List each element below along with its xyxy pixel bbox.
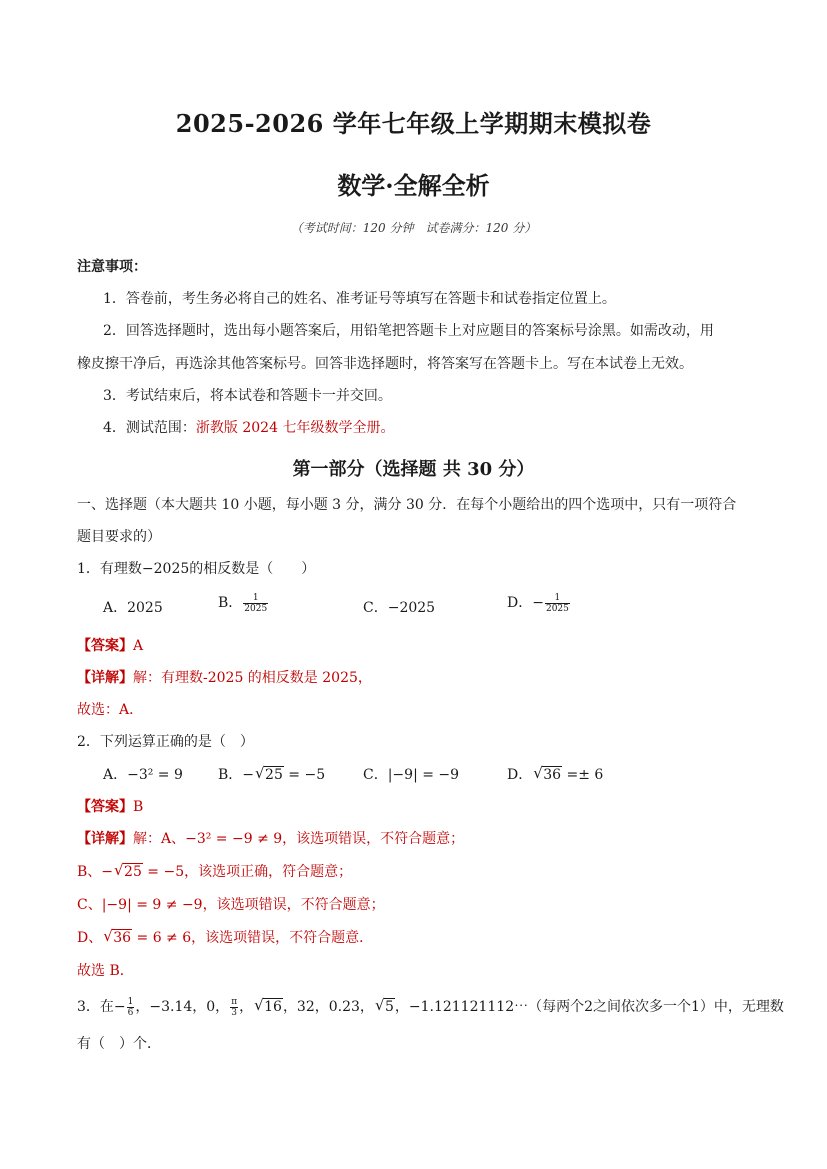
q3-stem-mid-2: ， [239, 999, 254, 1015]
q1-answer-value: A [133, 638, 144, 654]
notice-title: 注意事项： [77, 259, 147, 275]
q1-option-b-numerator: 1 [243, 593, 268, 604]
q3-fraction-2-denominator: 3 [231, 1007, 238, 1018]
q2-option-d-radicand: 36 [543, 767, 562, 783]
q1-option-b-fraction [243, 593, 268, 614]
q2-option-b [218, 764, 325, 784]
q3-sqrt-2-radicand: 5 [384, 999, 394, 1015]
q3-fraction-1 [127, 997, 135, 1018]
q1-option-b-label: B． [218, 595, 243, 611]
q2-detail-b-radicand: 25 [124, 864, 142, 880]
q2-option-b-sqrt [255, 767, 284, 783]
q3-sqrt-1 [254, 999, 283, 1015]
q3-sqrt-1-radicand: 16 [264, 999, 282, 1015]
q3-fraction-1-denominator: 6 [127, 1007, 134, 1018]
q1-answer-tag: 【答案】 [77, 638, 133, 654]
page-title: 2025-2026 学年七年级上学期期末模拟卷 [175, 109, 652, 138]
q1-option-a: A．2025 [103, 600, 163, 616]
notice-item-2-cont: 橡皮擦干净后，再选涂其他答案标号。回答非选择题时，将答案写在答题卡上。写在本试卷上无效。 [77, 356, 693, 372]
q2-answer-tag: 【答案】 [77, 799, 133, 815]
q1-option-d-numerator: 1 [545, 593, 570, 604]
q2-detail-d-post: = 6 ≠ 6，该选项错误，不符合题意． [132, 930, 374, 946]
q1-option-b-denominator: 2025 [244, 603, 268, 614]
q3-fraction-2 [230, 997, 238, 1018]
q1-detail-tag: 【详解】 [77, 670, 133, 686]
q2-conclusion: 故选 B． [77, 963, 134, 979]
q2-option-b-radicand: 25 [265, 767, 283, 783]
q3-stem-line2: 有（ ）个． [77, 1036, 161, 1052]
q1-detail [77, 667, 372, 687]
q2-detail-b [77, 861, 352, 881]
q3-fraction-2-numerator: π [231, 996, 238, 1007]
q2-detail-a [77, 828, 464, 848]
q2-option-b-label: B．− [218, 767, 255, 783]
q2-option-d [507, 764, 603, 784]
q2-detail-d-pre: D、 [77, 930, 103, 946]
q2-detail-d-sqrt [103, 930, 132, 946]
q3-stem [77, 996, 784, 1018]
q2-option-d-tail: =± 6 [562, 767, 604, 783]
q2-detail-b-sqrt [114, 864, 143, 880]
q2-option-c: C．|−9| = −9 [363, 767, 460, 783]
section-intro-line2: 题目要求的） [77, 529, 161, 545]
q1-option-d [507, 592, 571, 614]
q1-answer [77, 635, 143, 655]
q1-stem: 1．有理数−2025的相反数是（ ） [77, 561, 316, 577]
notice-item-4 [103, 417, 394, 437]
q1-option-d-denominator: 2025 [545, 603, 569, 614]
q1-option-d-fraction [545, 593, 570, 614]
q2-detail-d [77, 927, 373, 947]
q1-option-d-label: D．− [507, 595, 544, 611]
section-intro-line1: 一、选择题（本大题共 10 小题，每小题 3 分，满分 30 分．在每个小题给出的四个选项中，只有一项符合 [77, 497, 737, 513]
q3-stem-mid-3: ，32，0.23， [282, 999, 374, 1015]
q2-detail-b-pre: B、− [77, 864, 114, 880]
q2-option-b-tail: = −5 [283, 767, 326, 783]
q1-detail-text: 解：有理数-2025 的相反数是 2025， [133, 670, 372, 686]
section-title: 第一部分（选择题 共 30 分） [292, 459, 535, 480]
page-subtitle: 数学·全解全析 [337, 171, 490, 200]
q1-option-c: C．−2025 [363, 600, 436, 616]
q2-detail-c: C、|−9| = 9 ≠ −9，该选项错误，不符合题意； [77, 897, 385, 913]
q2-answer-value: B [133, 799, 144, 815]
q3-sqrt-2 [375, 999, 395, 1015]
exam-meta: （考试时间：120 分钟 试卷满分：120 分） [290, 221, 537, 235]
q2-stem: 2．下列运算正确的是（ ） [77, 734, 254, 750]
notice-item-4-label: 4．测试范围： [103, 420, 196, 436]
q2-answer [77, 796, 143, 816]
notice-item-1: 1．答卷前，考生务必将自己的姓名、准考证号等填写在答题卡和试卷指定位置上。 [103, 291, 616, 307]
q2-detail-a-text: 解：A、−3² = −9 ≠ 9，该选项错误，不符合题意； [133, 831, 465, 847]
q3-stem-mid-1: ，−3.14，0， [135, 999, 230, 1015]
q2-option-a: A．−3² = 9 [103, 767, 183, 783]
q1-option-b [218, 592, 269, 614]
q3-stem-post: ，−1.121121112⋯（每两个2之间依次多一个1）中，无理数 [394, 999, 784, 1015]
q3-fraction-1-numerator: 1 [127, 996, 134, 1007]
q2-option-d-sqrt [533, 767, 562, 783]
q3-stem-pre: 3．在− [77, 999, 126, 1015]
q1-conclusion: 故选：A． [77, 702, 144, 718]
q2-detail-d-radicand: 36 [113, 930, 132, 946]
notice-item-2: 2．回答选择题时，选出每小题答案后，用铅笔把答题卡上对应题目的答案标号涂黑。如需改动，用 [103, 323, 714, 339]
q2-detail-tag: 【详解】 [77, 831, 133, 847]
notice-item-3: 3．考试结束后，将本试卷和答题卡一并交回。 [103, 388, 392, 404]
q2-detail-b-post: = −5，该选项正确，符合题意； [142, 864, 353, 880]
q2-option-d-label: D． [507, 767, 533, 783]
notice-item-4-scope: 浙教版 2024 七年级数学全册。 [195, 420, 395, 436]
